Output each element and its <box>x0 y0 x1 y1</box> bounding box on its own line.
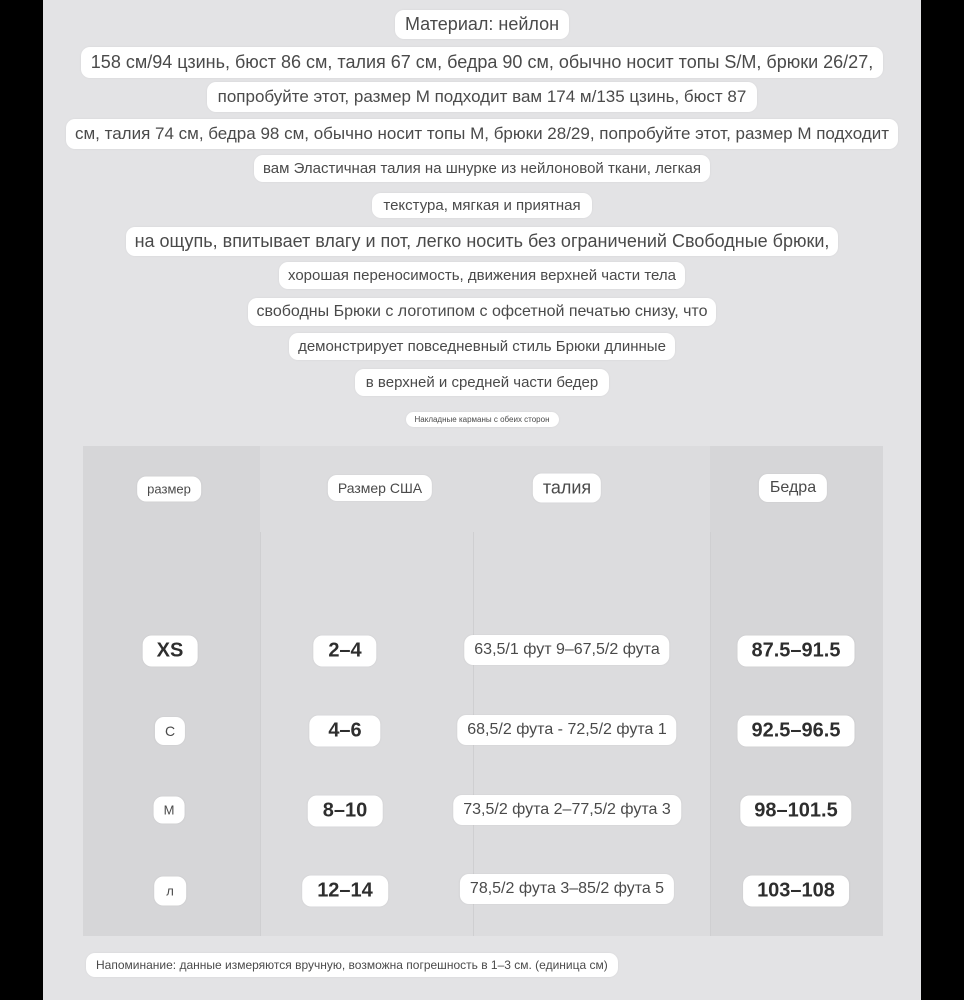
description-text: на ощупь, впитывает влагу и пот, легко носить без ограничений Свободные брюки, <box>126 227 839 256</box>
table-column-size <box>83 446 260 936</box>
table-header-hips <box>759 474 827 502</box>
size-table <box>83 446 883 936</box>
size-value: л <box>154 877 186 906</box>
hips-value: 103–108 <box>743 876 849 907</box>
table-row-hips <box>743 876 849 907</box>
product-info-page <box>43 0 921 1000</box>
description-line <box>43 47 921 78</box>
description-text: вам Эластичная талия на шнурке из нейлоновой ткани, легкая <box>254 155 710 182</box>
description-text: текстура, мягкая и приятная <box>372 193 591 218</box>
table-row-waist <box>457 715 676 745</box>
description-text: попробуйте этот, размер M подходит вам 174 м/135 цзинь, бюст 87 <box>207 82 758 112</box>
waist-value: 68,5/2 фута - 72,5/2 фута 1 <box>457 715 676 745</box>
table-row-waist <box>453 795 681 825</box>
table-row-size <box>154 797 185 824</box>
us-size-value: 2–4 <box>313 636 376 667</box>
note-text: Напоминание: данные измеряются вручную, возможна погрешность в 1–3 см. (единица см) <box>86 953 618 977</box>
hips-value: 87.5–91.5 <box>738 636 855 667</box>
us-size-value: 4–6 <box>309 716 380 747</box>
description-text: Материал: нейлон <box>395 10 569 39</box>
waist-value: 63,5/1 фут 9–67,5/2 фута <box>464 635 669 665</box>
description-text: см, талия 74 см, бедра 98 см, обычно носит топы M, брюки 28/29, попробуйте этот, размер M подходит <box>66 119 898 149</box>
table-row-us-size <box>302 876 388 907</box>
description-line <box>43 409 921 427</box>
table-row-hips <box>738 636 855 667</box>
header-label: размер <box>137 477 201 502</box>
column-divider <box>710 532 711 936</box>
description-line <box>43 119 921 149</box>
description-text: хорошая переносимость, движения верхней части тела <box>279 262 685 289</box>
table-header-size <box>137 477 201 502</box>
us-size-value: 12–14 <box>302 876 388 907</box>
header-label: Бедра <box>759 474 827 502</box>
waist-value: 73,5/2 фута 2–77,5/2 фута 3 <box>453 795 681 825</box>
table-header-waist <box>533 474 601 503</box>
description-line <box>43 10 921 39</box>
description-line <box>43 155 921 182</box>
description-line <box>43 333 921 360</box>
description-line <box>43 227 921 256</box>
table-row-waist <box>464 635 669 665</box>
table-row-size <box>154 877 186 906</box>
description-text: демонстрирует повседневный стиль Брюки длинные <box>289 333 675 360</box>
size-value: М <box>154 797 185 824</box>
description-text: в верхней и средней части бедер <box>355 369 609 396</box>
hips-value: 98–101.5 <box>740 796 851 827</box>
table-row-size <box>143 636 198 667</box>
table-row-size <box>155 717 185 745</box>
size-value: С <box>155 717 185 745</box>
table-row-waist <box>460 874 674 904</box>
description-text: свободны Брюки с логотипом с офсетной печатью снизу, что <box>248 298 717 326</box>
description-line <box>43 298 921 326</box>
table-row-us-size <box>308 796 383 827</box>
us-size-value: 8–10 <box>308 796 383 827</box>
table-row-hips <box>738 716 855 747</box>
description-text: 158 см/94 цзинь, бюст 86 см, талия 67 см, бедра 90 см, обычно носит топы S/M, брюки 26/27, <box>81 47 883 78</box>
table-row-us-size <box>313 636 376 667</box>
waist-value: 78,5/2 фута 3–85/2 фута 5 <box>460 874 674 904</box>
measurement-note <box>86 953 618 977</box>
table-row-hips <box>740 796 851 827</box>
description-line <box>43 262 921 289</box>
hips-value: 92.5–96.5 <box>738 716 855 747</box>
table-column-hips <box>710 446 883 936</box>
header-label: Размер США <box>328 475 432 501</box>
description-text: Накладные карманы с обеих сторон <box>406 412 559 427</box>
table-row-us-size <box>309 716 380 747</box>
description-line <box>43 193 921 218</box>
description-line <box>43 369 921 396</box>
description-line <box>43 82 921 112</box>
column-divider <box>260 532 261 936</box>
header-label: талия <box>533 474 601 503</box>
table-header-us-size <box>328 475 432 501</box>
size-value: XS <box>143 636 198 667</box>
